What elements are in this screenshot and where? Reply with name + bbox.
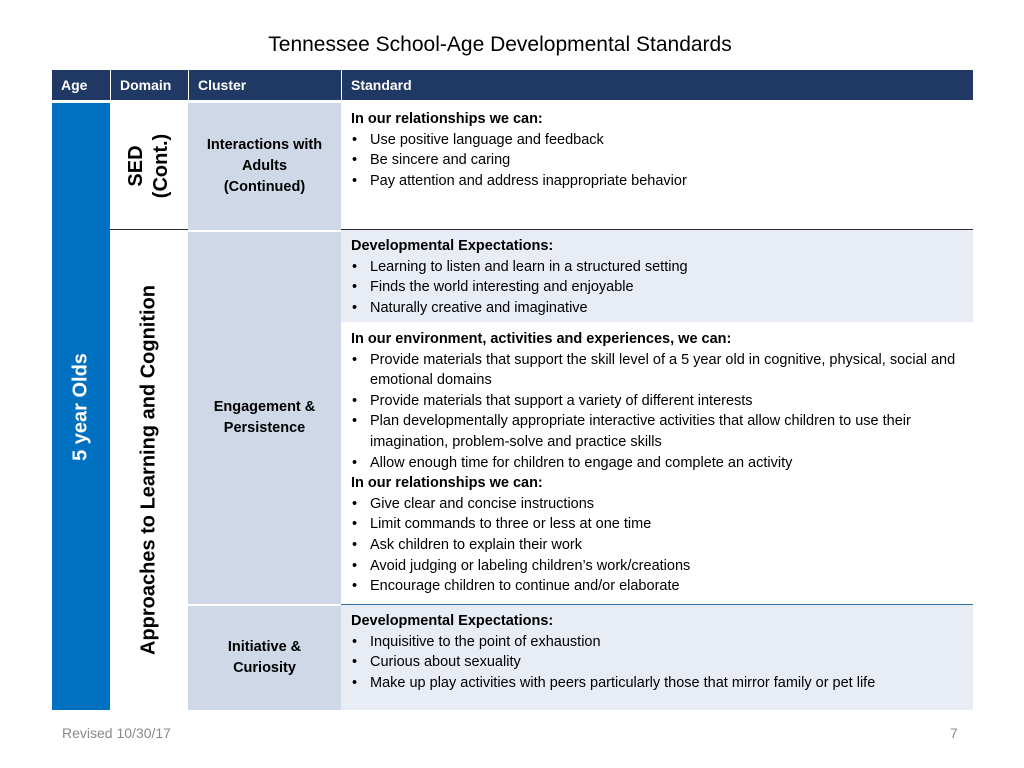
list-item: • Give clear and concise instructions — [351, 494, 963, 515]
standard-initiative-expectations: Developmental Expectations: • Inquisitive to the point of exhaustion • Curious about sexuality • Make up play activities with peers particularly those that mirror family or pet life — [341, 605, 973, 710]
cluster-interactions-with-adults: Interactions with Adults (Continued) — [188, 103, 341, 230]
domain-label-sed: SED (Cont.) — [125, 133, 172, 199]
list-item: • Ask children to explain their work — [351, 535, 963, 556]
column-header-cluster: Cluster — [188, 70, 341, 100]
list-item: • Avoid judging or labeling children’s work/creations — [351, 556, 963, 577]
domain-cell-sed — [110, 103, 188, 230]
domain-label-approaches: Approaches to Learning and Cognition — [137, 285, 160, 655]
list-item: • Naturally creative and imaginative — [351, 298, 963, 319]
cluster-initiative-curiosity: Initiative & Curiosity — [188, 606, 341, 710]
list-item: • Plan developmentally appropriate interactive activities that allow children to use their imagination, problem-solve and practice skills — [351, 411, 963, 452]
list-item: • Curious about sexuality — [351, 652, 963, 673]
list-item: • Use positive language and feedback — [351, 130, 963, 151]
list-item: • Encourage children to continue and/or elaborate — [351, 576, 963, 597]
column-header-domain: Domain — [110, 70, 188, 100]
standard-interactions: In our relationships we can: • Use positive language and feedback • Be sincere and caring • Pay attention and address inappropriate behavior — [341, 103, 973, 230]
age-label: 5 year Olds — [69, 352, 92, 461]
domain-cell-approaches — [110, 230, 188, 710]
list-item: • Learning to listen and learn in a structured setting — [351, 257, 963, 278]
list-item: • Make up play activities with peers particularly those that mirror family or pet life — [351, 673, 963, 694]
list-item: • Provide materials that support the skill level of a 5 year old in cognitive, physical, social and emotional domains — [351, 350, 963, 391]
list-item: • Provide materials that support a variety of different interests — [351, 391, 963, 412]
page-number: 7 — [950, 725, 958, 741]
list-item: • Inquisitive to the point of exhaustion — [351, 632, 963, 653]
cluster-engagement-persistence: Engagement & Persistence — [188, 232, 341, 604]
list-item: • Allow enough time for children to engage and complete an activity — [351, 453, 963, 474]
column-header-age: Age — [52, 70, 110, 100]
list-item: • Limit commands to three or less at one time — [351, 514, 963, 535]
revised-date: Revised 10/30/17 — [62, 725, 171, 741]
list-item: • Finds the world interesting and enjoyable — [351, 277, 963, 298]
standard-engagement-expectations: Developmental Expectations: • Learning to listen and learn in a structured setting • Finds the world interesting and enjoyable • Naturally creative and imaginative — [341, 230, 973, 322]
standard-engagement-environment: In our environment, activities and experiences, we can: • Provide materials that support the skill level of a 5 year old in cognitive, physical, social and emotional domains • Provide materials that support a variety of different interests • Plan developmentally appropriate interactive activities that allow children to use their imagination, problem-solve and practice skills • Allow enough time for children to engage and complete an activity In our relationships we can: • Give clear and concise instructions • Limit commands to three or less at one time • Ask children to explain their work • Avoid judging or labeling children’s work/creations • Encourage children to continue and/or elaborate — [341, 323, 973, 605]
age-cell — [52, 103, 110, 710]
page-title: Tennessee School-Age Developmental Standards — [268, 33, 732, 56]
list-item: • Be sincere and caring — [351, 150, 963, 171]
column-header-standard: Standard — [341, 70, 973, 100]
standards-table — [52, 70, 973, 710]
list-item: • Pay attention and address inappropriate behavior — [351, 171, 963, 192]
